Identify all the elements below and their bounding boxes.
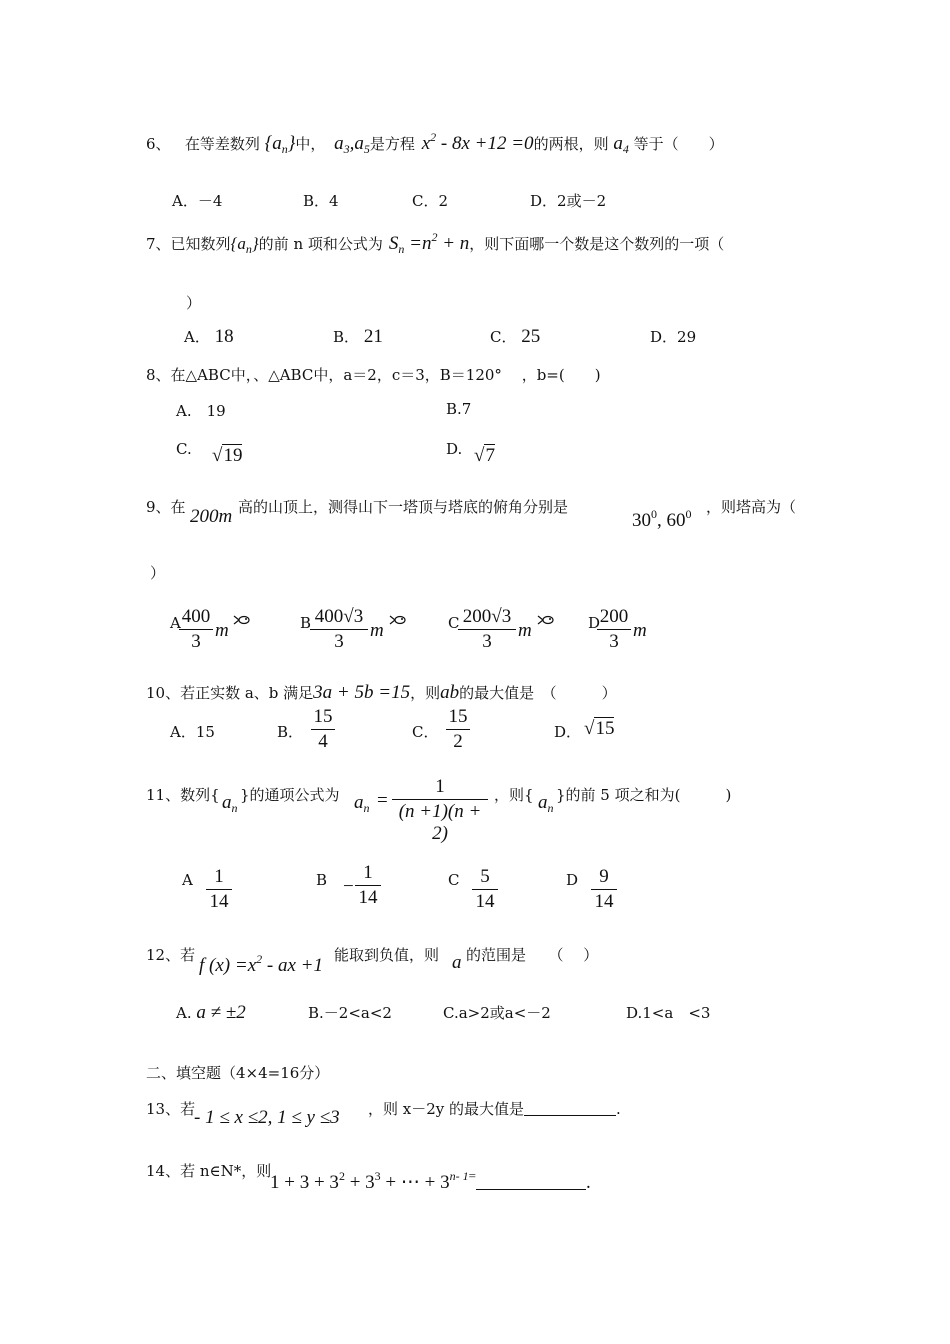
- q10-option-b-fraction: 15 4: [311, 706, 335, 753]
- q7-option-b[interactable]: B． 21: [333, 326, 383, 347]
- q9-option-c-unit: m: [518, 620, 532, 641]
- q6-option-b[interactable]: B．4: [303, 192, 339, 210]
- q6-text: 在等差数列: [184, 135, 260, 153]
- q11-stem-text-2: ，则{: [494, 786, 534, 804]
- q11-seq-2: $a_n$: [538, 792, 554, 815]
- q7-seq: $\{a_n\}$: [230, 234, 259, 256]
- q6-option-a[interactable]: A．－4: [172, 192, 223, 210]
- q10-option-c[interactable]: C．: [412, 723, 439, 741]
- q8-stem: 8、在△ABC中，、△ABC中，a＝2，c＝3，B＝120° ，b=( ): [146, 366, 601, 384]
- q11-option-a-fraction: 1 14: [206, 866, 232, 913]
- q7-stem: [146, 230, 724, 257]
- q12-stem-text: 能取到负值，则: [334, 946, 440, 964]
- q10-stem: 10、若正实数 a、b 满足3a + 5b =15，则ab的最大值是 （ ）: [146, 682, 617, 703]
- q10-ab: ab: [440, 682, 460, 703]
- q8-option-d[interactable]: D.: [446, 440, 463, 458]
- q7-option-d[interactable]: D．29: [650, 328, 697, 346]
- q7-text: 的前 n 项和公式为: [258, 235, 383, 253]
- q12-option-c[interactable]: C.a>2或a<－2: [443, 1004, 551, 1022]
- q7-option-c[interactable]: C． 25: [490, 326, 541, 347]
- q14-expression: $1 + 3 + 3^2 + 3^3$ + ⋯ + $3^{n- 1=}$ .: [270, 1168, 591, 1193]
- q11-stem-end: }的前 5 项之和为( ): [556, 786, 732, 804]
- q9-angles: $30^0$, $60^0$: [632, 507, 692, 531]
- q11-stem-start: 11、数列{: [146, 786, 220, 804]
- q8-option-c[interactable]: C.: [176, 440, 192, 458]
- q9-option-a-fraction: 400 3: [179, 606, 213, 653]
- q6-number: 6、: [146, 135, 171, 153]
- q8-option-b[interactable]: B.7: [446, 400, 472, 418]
- q11-option-d-fraction: 9 14: [591, 866, 617, 913]
- q11-equals: =: [377, 790, 388, 811]
- q12-stem-end: 的范围是 （ ）: [466, 946, 599, 964]
- q14-answer-blank[interactable]: [476, 1189, 586, 1190]
- q12-option-d[interactable]: D.1<a <3: [626, 1004, 711, 1022]
- q6-text-4: 的两根，则: [533, 135, 609, 153]
- q11-option-b[interactable]: B: [316, 871, 328, 889]
- q6-option-d[interactable]: D．2或－2: [530, 192, 607, 210]
- q11-formula-fraction: 1 (n +1)(n + 2): [392, 776, 488, 845]
- q10-option-d[interactable]: D．: [554, 723, 582, 741]
- q11-seq: $a_n$: [222, 792, 238, 815]
- q9-option-a[interactable]: A: [170, 614, 181, 632]
- q6-text-5: 等于（ ）: [633, 135, 724, 153]
- q12-option-b[interactable]: B.－2<a<2: [308, 1004, 392, 1022]
- q9-option-b-unit: m: [370, 620, 384, 641]
- q10-option-b[interactable]: B．: [277, 723, 304, 741]
- q9-option-b-fraction: 400√3 3: [310, 606, 368, 653]
- q7-option-a[interactable]: A． 18: [184, 326, 234, 347]
- q10-option-a[interactable]: A．15: [170, 723, 215, 741]
- tadpole-icon: [233, 614, 251, 626]
- q11-option-d[interactable]: D: [566, 871, 579, 889]
- q7-number: 7、已知数列: [146, 235, 231, 253]
- q9-option-a-unit: m: [215, 620, 229, 641]
- q13-stem-start: 13、若: [146, 1100, 196, 1118]
- q8-option-a[interactable]: A. 19: [176, 402, 226, 420]
- q12-option-a[interactable]: A. a ≠ ±2: [176, 1002, 246, 1023]
- q9-option-c[interactable]: C: [448, 614, 460, 632]
- q6-stem: [146, 130, 724, 157]
- q11-an: $a_n$: [354, 792, 370, 815]
- q11-stem-text: }的通项公式为: [240, 786, 340, 804]
- section-fill-in-heading: 二、填空题（4×4=16分）: [146, 1064, 330, 1082]
- tadpole-icon: [389, 614, 407, 626]
- q6-a4: $a_4$: [613, 133, 629, 156]
- tadpole-icon: [537, 614, 555, 626]
- q10-option-c-fraction: 15 2: [446, 706, 470, 753]
- q7-formula: $S_n =n^2 + n$: [388, 230, 470, 256]
- q6-seq: $\{a_n\}$: [264, 133, 296, 156]
- q9-stem-start: 9、在: [146, 498, 186, 516]
- q9-option-d-unit: m: [633, 620, 647, 641]
- q13-answer-blank[interactable]: [524, 1115, 616, 1116]
- q6-roots: $a_3,a_5$: [334, 133, 370, 156]
- q6-text-2: 中，: [295, 135, 326, 153]
- q9-option-b[interactable]: B: [300, 614, 312, 632]
- q10-option-d-value: √15: [584, 718, 615, 739]
- q9-option-c-fraction: 200√3 3: [458, 606, 516, 653]
- q8-option-d-value: √7: [474, 445, 495, 466]
- q9-stem-end: ，则塔高为（: [706, 498, 797, 516]
- q11-option-b-fraction: 1 14: [355, 862, 381, 909]
- q12-a: a: [452, 952, 462, 973]
- q9-height: 200m: [190, 506, 233, 527]
- q9-option-d-fraction: 200 3: [597, 606, 631, 653]
- q14-stem-start: 14、若 n∈N*，则: [146, 1162, 272, 1180]
- q12-function: f $(x) =x^2$ - ax +1: [199, 952, 323, 976]
- q13-constraints: - 1 ≤ x ≤2, 1 ≤ y ≤3: [194, 1107, 340, 1128]
- q7-text-2: ，则下面哪一个数是这个数列的一项（: [469, 235, 725, 253]
- q13-stem-text: ，则 x－2y 的最大值是 .: [368, 1100, 621, 1118]
- q12-stem-start: 12、若: [146, 946, 196, 964]
- q11-option-c[interactable]: C: [448, 871, 460, 889]
- q9-stem-text: 高的山顶上，测得山下一塔顶与塔底的俯角分别是: [238, 498, 569, 516]
- q6-option-c[interactable]: C．2: [412, 192, 449, 210]
- q11-option-b-sign: −: [343, 876, 354, 897]
- q10-equation: 3a + 5b =15: [313, 682, 411, 703]
- q9-close-paren: ）: [150, 564, 166, 582]
- q11-option-a[interactable]: A: [182, 871, 193, 889]
- q7-close-paren: ）: [186, 294, 202, 312]
- q9-option-d[interactable]: D: [588, 614, 601, 632]
- q6-text-3: 是方程: [369, 135, 415, 153]
- q6-equation: $x^2 - 8x +12 =0$: [421, 130, 534, 154]
- q11-option-c-fraction: 5 14: [472, 866, 498, 913]
- q8-option-c-value: √19: [212, 445, 243, 466]
